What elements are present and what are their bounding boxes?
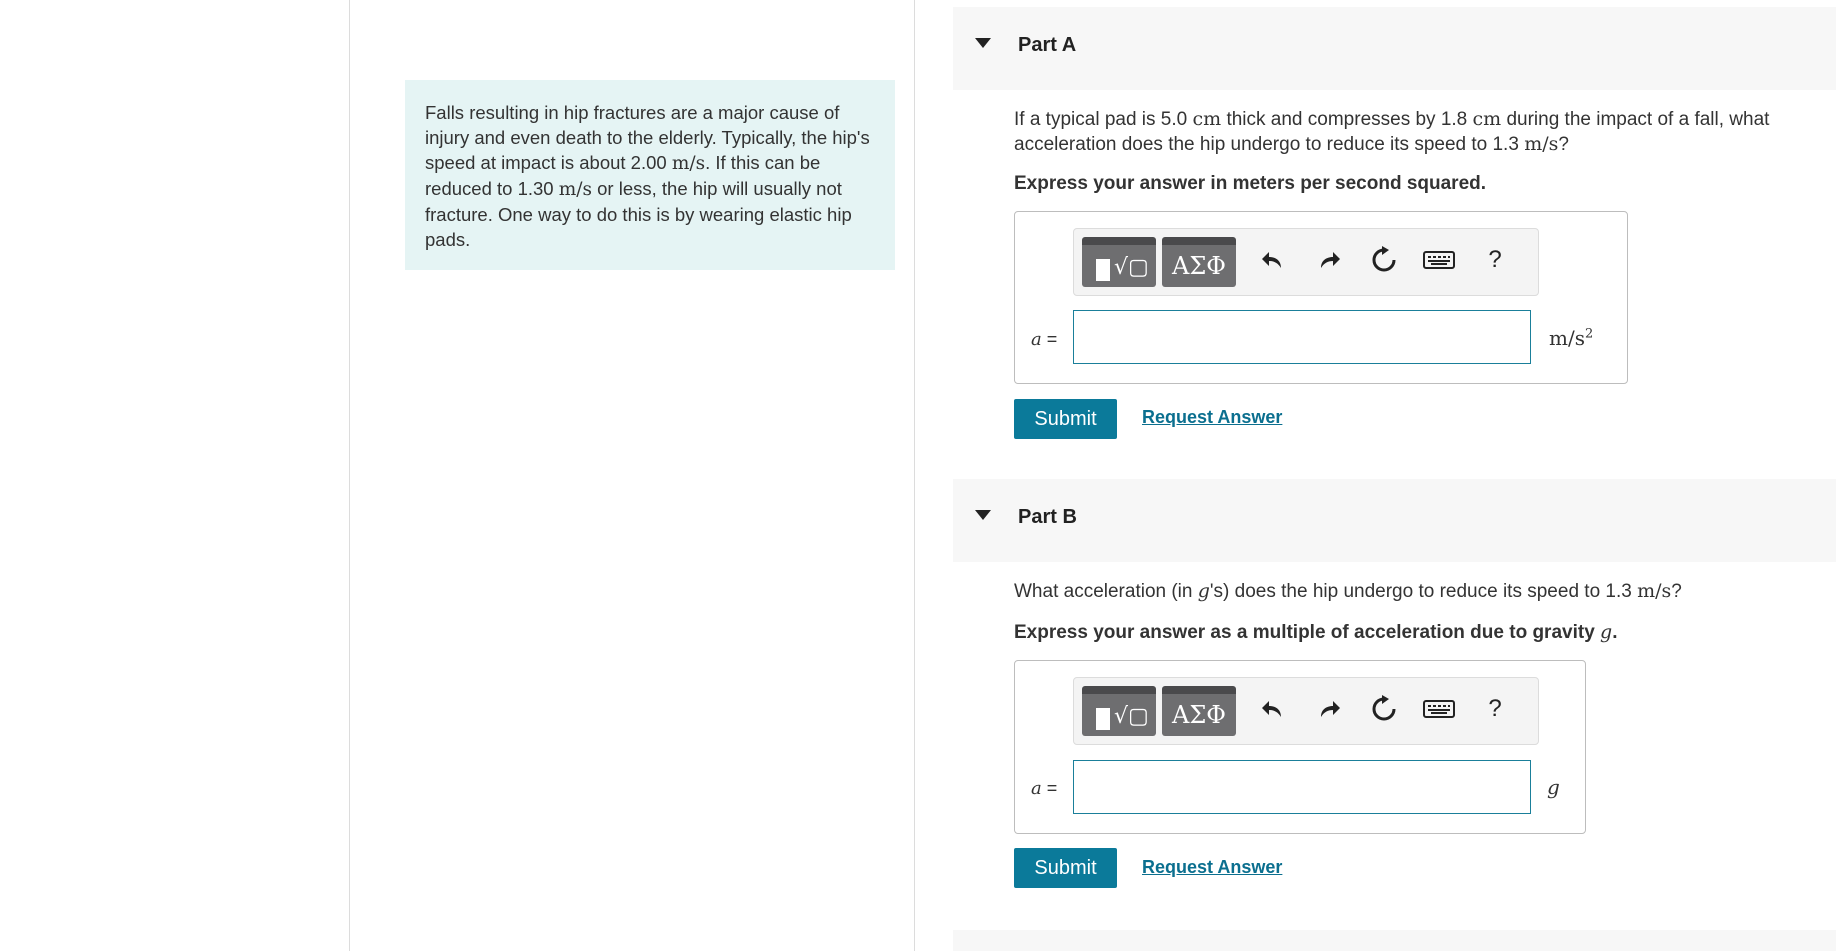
part-a-header[interactable] (953, 7, 1836, 90)
next-part-header (953, 930, 1836, 951)
intro-text-1: Falls resulting in hip fractures are a major cause of injury and even death to the elderly. Typically, the hip's speed at impact is about 2.00 (425, 102, 870, 173)
keyboard-icon[interactable] (1422, 692, 1456, 726)
greek-symbols-button[interactable] (1162, 686, 1236, 736)
radical-icon: √▢ (1114, 704, 1149, 729)
undo-icon[interactable] (1256, 243, 1290, 277)
greek-label: ΑΣΦ (1172, 701, 1226, 729)
undo-icon[interactable] (1256, 692, 1290, 726)
intro-unit-2: m/s (558, 179, 592, 200)
greek-symbols-button[interactable] (1162, 237, 1236, 287)
left-column-divider (349, 0, 350, 951)
submit-button[interactable]: Submit (1014, 848, 1117, 888)
template-square-icon (1096, 259, 1110, 281)
center-column-divider (914, 0, 915, 951)
intro-unit-1: m/s (671, 153, 706, 174)
templates-button[interactable] (1082, 237, 1156, 287)
problem-intro (405, 80, 895, 270)
redo-icon[interactable] (1312, 243, 1346, 277)
intro-text-2: . If this can be reduced to 1.30 (425, 152, 821, 199)
part-b-answer-box (1014, 660, 1586, 834)
keyboard-icon[interactable] (1422, 243, 1456, 277)
variable-label: a = (1031, 329, 1058, 350)
variable-label: a = (1031, 778, 1058, 799)
help-icon[interactable]: ? (1488, 695, 1502, 722)
intro-text-3: or less, the hip will usually not fracture. One way to do this is by wearing elastic hip pads. (425, 178, 852, 250)
template-square-icon (1096, 708, 1110, 730)
part-b-header[interactable] (953, 479, 1836, 562)
part-b-instruction: Express your answer as a multiple of acceleration due to gravity g. (1014, 621, 1618, 643)
part-a-answer-box (1014, 211, 1628, 384)
collapse-triangle-icon[interactable] (975, 38, 991, 48)
part-a-question: If a typical pad is 5.0 cm thick and compresses by 1.8 cm during the impact of a fall, what acceleration does the hip undergo to reduce its speed to 1.3 m/s? (1014, 108, 1770, 155)
greek-label: ΑΣΦ (1172, 252, 1226, 280)
math-toolbar (1073, 677, 1539, 745)
part-a-instruction: Express your answer in meters per second squared. (1014, 173, 1487, 194)
part-a-title: Part A (1018, 34, 1077, 56)
request-answer-link[interactable]: Request Answer (1142, 407, 1283, 427)
part-b-question: What acceleration (in g's) does the hip undergo to reduce its speed to 1.3 m/s? (1014, 580, 1682, 602)
help-icon[interactable]: ? (1488, 246, 1502, 273)
reset-icon[interactable] (1367, 243, 1401, 277)
submit-button[interactable]: Submit (1014, 399, 1117, 439)
part-b-title: Part B (1018, 506, 1077, 528)
unit-label: $m/s^2$ (1549, 326, 1594, 350)
collapse-triangle-icon[interactable] (975, 510, 991, 520)
answer-input[interactable] (1073, 760, 1531, 814)
templates-button[interactable] (1082, 686, 1156, 736)
answer-input[interactable] (1073, 310, 1531, 364)
math-toolbar (1073, 228, 1539, 296)
radical-icon: √▢ (1114, 255, 1149, 280)
unit-label: g (1547, 775, 1560, 799)
reset-icon[interactable] (1367, 692, 1401, 726)
request-answer-link[interactable]: Request Answer (1142, 857, 1283, 877)
redo-icon[interactable] (1312, 692, 1346, 726)
